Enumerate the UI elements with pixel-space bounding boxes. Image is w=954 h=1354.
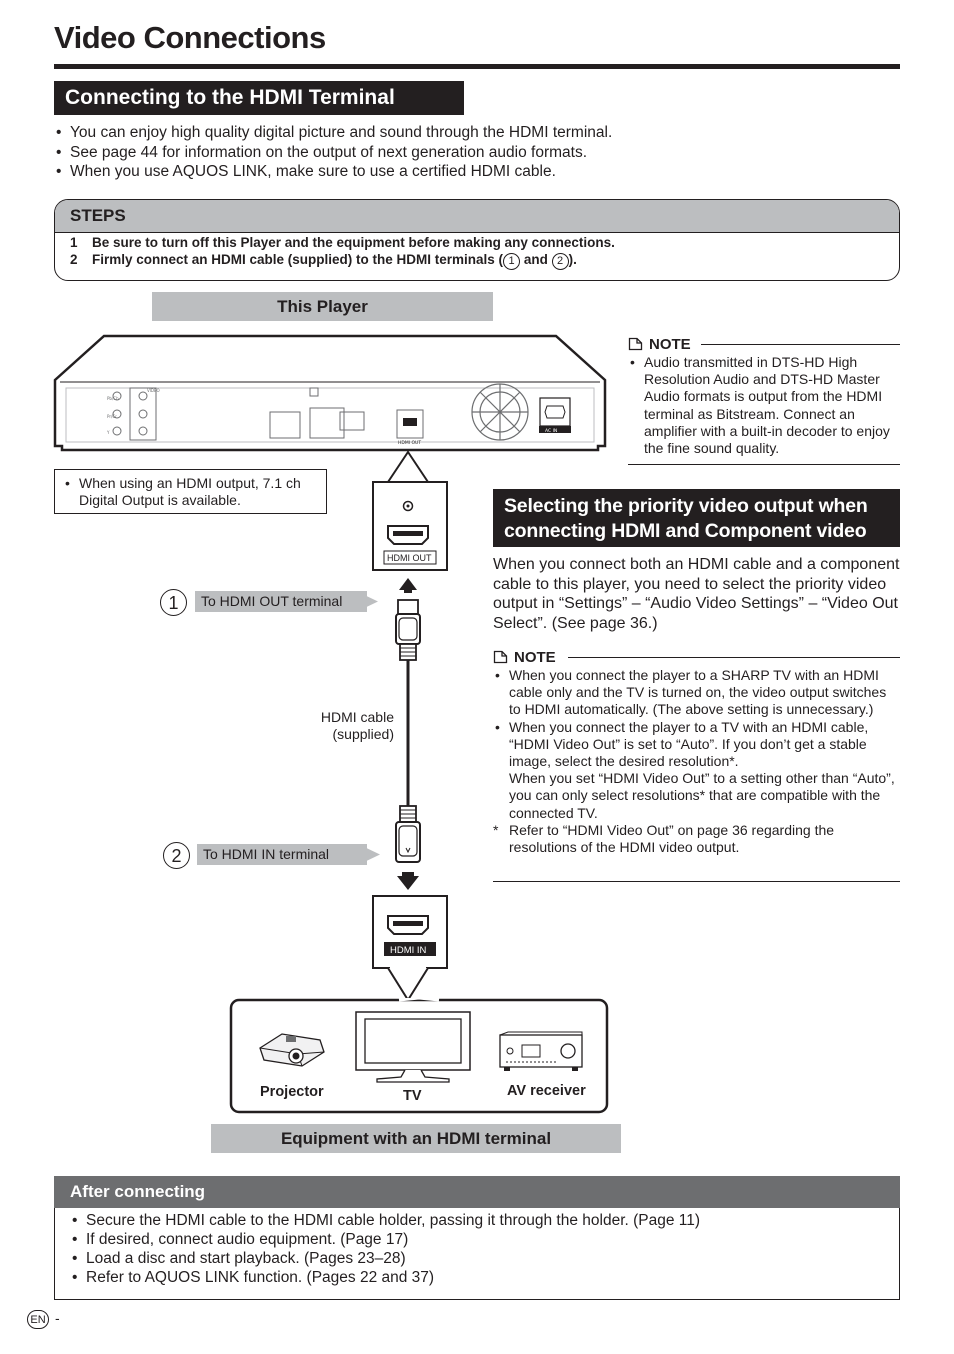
steps-heading: STEPS	[55, 200, 899, 233]
arrow-right-icon	[356, 591, 378, 612]
intro-item: • You can enjoy high quality digital picture and sound through the HDMI terminal.	[54, 123, 612, 143]
step-number: 1	[70, 235, 78, 250]
note-heading: NOTE	[649, 335, 691, 353]
after-item: • If desired, connect audio equipment. (Page 17)	[70, 1230, 700, 1249]
to-hdmi-in-label: To HDMI IN terminal	[197, 844, 367, 865]
step-2	[70, 252, 577, 270]
step-text: ).	[568, 252, 577, 267]
to-hdmi-out-label: To HDMI OUT terminal	[195, 591, 367, 612]
after-item: • Refer to AQUOS LINK function. (Pages 22 and 37)	[70, 1268, 700, 1287]
after-connecting-list	[70, 1211, 700, 1287]
intro-item: • When you use AQUOS LINK, make sure to use a certified HDMI cable.	[54, 162, 612, 182]
projector-label: Projector	[260, 1084, 324, 1100]
after-item: • Secure the HDMI cable to the HDMI cable holder, passing it through the holder. (Page 11)	[70, 1211, 700, 1230]
projector-icon	[256, 1022, 328, 1072]
player-rear-panel-illustration	[52, 330, 608, 454]
note-heading: NOTE	[514, 648, 556, 666]
note-footnote	[493, 822, 900, 856]
arrow-right-icon	[358, 844, 380, 865]
step-1-marker: 1	[160, 589, 187, 616]
priority-body: When you connect both an HDMI cable and a component cable to this player, you need to select the priority video output in “Settings” – “Audio Video Settings” – “Video Out Select”. (See page 36.)	[493, 556, 900, 632]
step-text: Be sure to turn off this Player and the equipment before making any connections.	[92, 235, 615, 250]
svg-text:Y: Y	[107, 430, 110, 435]
note-box	[493, 647, 900, 856]
language-badge: EN	[27, 1310, 49, 1329]
note-item: • When you connect the player to a SHARP TV with an HDMI cable only and the TV is turned on, the video output switches to HDMI automatically. (The above setting is unnecessary.)	[493, 667, 900, 719]
section-heading-hdmi: Connecting to the HDMI Terminal	[54, 81, 464, 115]
circled-number: 2	[552, 253, 569, 270]
intro-list	[54, 123, 612, 182]
note-box	[628, 334, 900, 457]
note-rule	[568, 657, 900, 658]
step-2-marker: 2	[163, 842, 190, 869]
note-item: • When you connect the player to a TV with an HDMI cable, “HDMI Video Out” is set to “Auto”. If you don’t get a stable image, select the desired resolution*.	[493, 719, 900, 771]
svg-text:Pb/Cb: Pb/Cb	[107, 396, 119, 401]
step-text: and	[520, 252, 552, 267]
step-1	[70, 235, 615, 250]
av-receiver-label: AV receiver	[507, 1083, 586, 1099]
svg-text:Pr/Cr: Pr/Cr	[107, 414, 117, 419]
section-heading-priority: Selecting the priority video output when connecting HDMI and Component video	[493, 489, 900, 547]
page-title: Video Connections	[54, 20, 326, 55]
note-icon	[628, 337, 643, 351]
note-icon	[493, 650, 508, 664]
hdmi-cable-label	[290, 709, 394, 743]
after-connecting-heading: After connecting	[54, 1176, 900, 1208]
circled-number: 1	[503, 253, 520, 270]
tv-icon	[355, 1011, 471, 1083]
step-text: Firmly connect an HDMI cable (supplied) to the HDMI terminals (	[92, 252, 504, 267]
page-number-dash: -	[55, 1310, 60, 1326]
note-continuation: When you set “HDMI Video Out” to a setting other than “Auto”, you can only select resolutions* that are compatible with the connected TV.	[509, 770, 895, 821]
svg-text:VIDEO: VIDEO	[147, 388, 160, 393]
hdmi-out-port-label: HDMI OUT	[387, 553, 432, 563]
footnote-mark: *	[493, 821, 499, 838]
equipment-label: Equipment with an HDMI terminal	[211, 1124, 621, 1153]
note-rule	[628, 464, 900, 465]
note-rule	[493, 881, 900, 882]
title-rule	[54, 64, 900, 69]
footnote-text: Refer to “HDMI Video Out” on page 36 regarding the resolutions of the HDMI video output.	[509, 821, 835, 856]
note-item: • Audio transmitted in DTS-HD High Resolution Audio and DTS-HD Master Audio formats is output from the HDMI terminal as Bitstream. Connect an amplifier with a built-in decoder to enjoy the fine sound quality.	[628, 354, 900, 457]
note-item: • When using an HDMI output, 7.1 ch Digital Output is available.	[63, 475, 318, 509]
note-rule	[701, 344, 900, 345]
cable-label-line: HDMI cable	[320, 709, 394, 725]
after-item: • Load a disc and start playback. (Pages 23–28)	[70, 1249, 700, 1268]
panel-label: AC IN	[545, 429, 558, 434]
cable-label-line: (supplied)	[332, 726, 394, 743]
hdmi-in-port-label: HDMI IN	[390, 945, 427, 956]
tv-label: TV	[403, 1088, 422, 1104]
hdmi-output-note-box	[54, 469, 327, 514]
av-receiver-icon	[498, 1031, 584, 1073]
this-player-label: This Player	[152, 292, 493, 321]
intro-item: • See page 44 for information on the output of next generation audio formats.	[54, 143, 612, 163]
step-number: 2	[70, 252, 78, 267]
panel-label: HDMI OUT	[398, 441, 422, 446]
steps-box	[54, 199, 900, 281]
